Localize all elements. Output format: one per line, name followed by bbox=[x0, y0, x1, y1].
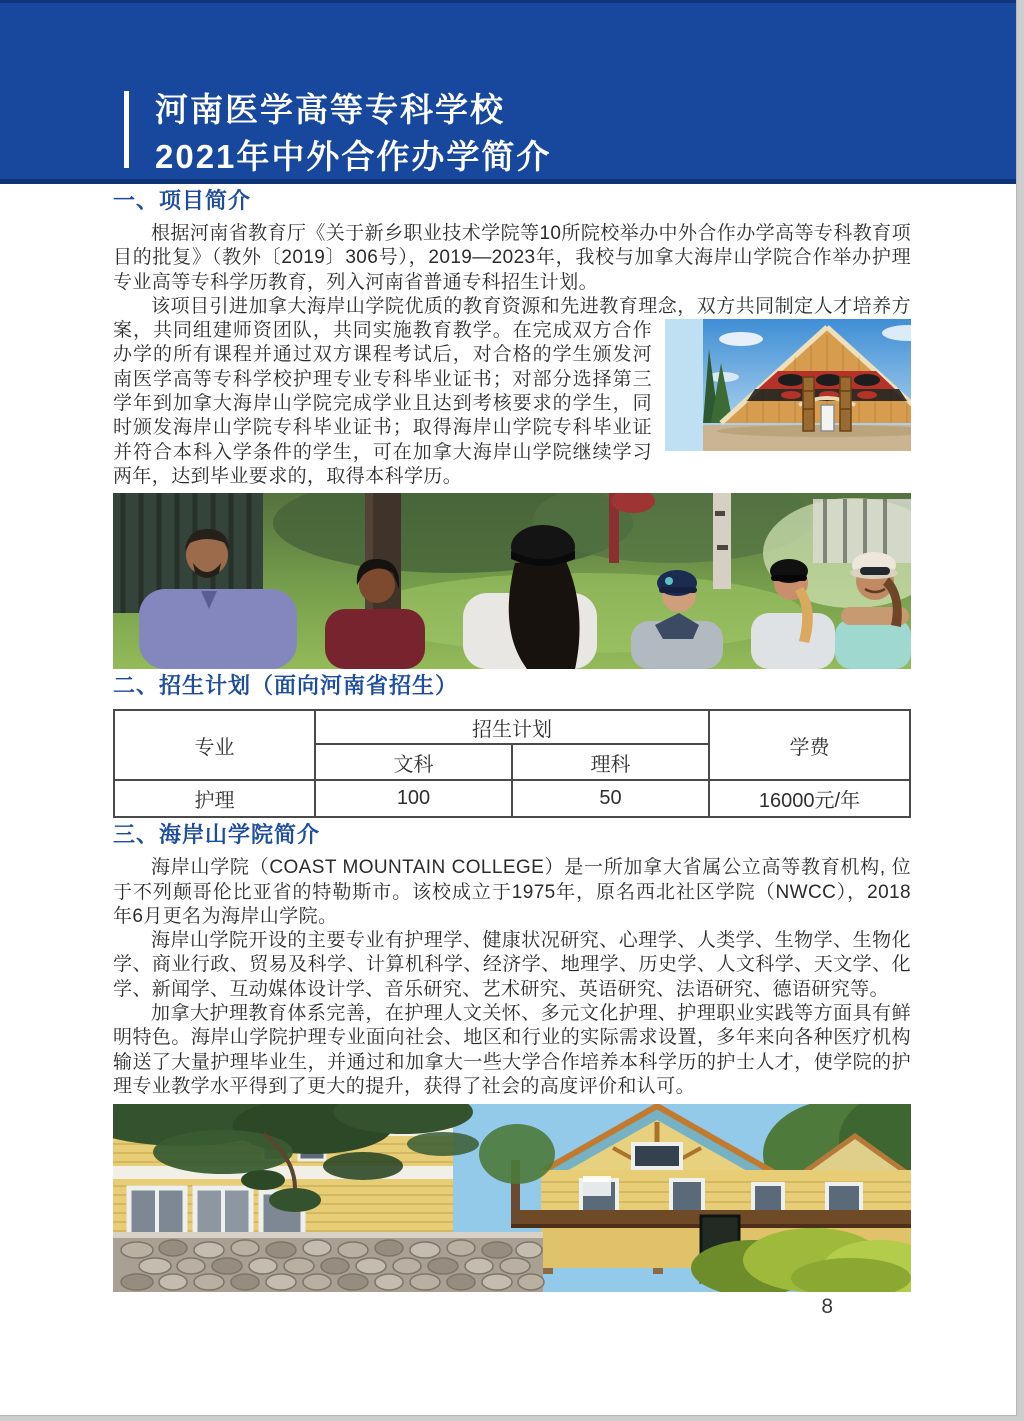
students-photo-illustration bbox=[113, 493, 911, 669]
table-header-fee: 学费 bbox=[709, 710, 910, 780]
longhouse-photo-illustration bbox=[703, 319, 911, 451]
table-cell-science: 50 bbox=[512, 780, 709, 817]
section1-heading: 一、项目简介 bbox=[113, 188, 252, 213]
title-banner bbox=[0, 0, 1016, 184]
page-content bbox=[0, 184, 1016, 1319]
section2-heading: 二、招生计划（面向河南省招生） bbox=[113, 673, 459, 699]
page-title-line1: 河南医学高等专科学校 bbox=[155, 91, 505, 128]
table-cell-fee: 16000元/年 bbox=[709, 780, 910, 817]
banner-top-edge bbox=[0, 0, 1016, 3]
section3-paragraph3: 加拿大护理教育体系完善，在护理人文关怀、多元文化护理、护理职业实践等方面具有鲜明特色。海岸山学院护理专业面向社会、地区和行业的实际需求设置，多年来向各种医疗机构输送了大量护理毕业生，并通过和加拿大一些大学合作培养本科学历的护士人才，使学院的护理专业教学水平得到了更大的提升，获得了社会的高度评价和认可。 bbox=[113, 1003, 911, 1097]
title-accent-bar bbox=[124, 91, 129, 168]
table-cell-major: 护理 bbox=[114, 780, 315, 817]
table-header-liberal-arts: 文科 bbox=[315, 744, 512, 780]
section1-paragraph2-lead: 该项目引进加拿大海岸山学院优质的教育资源和先进教育理念，双方共同制定人才培养方 bbox=[151, 295, 911, 317]
page-number: 8 bbox=[821, 1295, 833, 1319]
students-photo bbox=[113, 493, 911, 669]
page-title bbox=[155, 86, 551, 180]
section3-paragraph1: 海岸山学院（COAST MOUNTAIN COLLEGE）是一所加拿大省属公立高等教育机构, 位于不列颠哥伦比亚省的特勒斯市。该校成立于1975年，原名西北社区学院（NWCC），2018年6月更名为海岸山学院。 bbox=[113, 857, 911, 927]
page-title-line2: 2021年中外合作办学简介 bbox=[155, 138, 552, 175]
longhouse-photo bbox=[665, 319, 911, 451]
table-row bbox=[114, 780, 910, 817]
enrollment-plan-table bbox=[113, 709, 911, 818]
banner-bottom-edge bbox=[0, 179, 1016, 184]
campus-photo bbox=[113, 1104, 911, 1292]
section1-paragraph2-rest: 案，共同组建师资团队，共同实施教育教学。在完成双方合作办学的所有课程并通过双方课程考试后，对合格的学生颁发河南医学高等专科学校护理专业专科毕业证书；对部分选择第三学年到加拿大海岸山学院完成学业且达到考核要求的学生，同时颁发海岸山学院专科毕业证书；取得海岸山学院专科毕业证并符合本科入学条件的学生，可在加拿大海岸山学院继续学习两年，达到毕业要求的，取得本科学历。 bbox=[113, 320, 652, 487]
table-header-plan: 招生计划 bbox=[315, 710, 709, 744]
section1-paragraph2 bbox=[113, 295, 911, 489]
section3-paragraph2: 海岸山学院开设的主要专业有护理学、健康状况研究、心理学、人类学、生物学、生物化学、商业行政、贸易及科学、计算机科学、经济学、地理学、历史学、人文科学、天文学、化学、新闻学、互动媒体设计学、音乐研究、艺术研究、英语研究、法语研究、德语研究等。 bbox=[113, 930, 911, 1000]
table-header-major: 专业 bbox=[114, 710, 315, 780]
campus-photo-illustration bbox=[113, 1104, 911, 1292]
table-cell-liberal-arts: 100 bbox=[315, 780, 512, 817]
section3-heading: 三、海岸山学院简介 bbox=[113, 822, 321, 848]
table-header-science: 理科 bbox=[512, 744, 709, 780]
section1-paragraph1: 根据河南省教育厅《关于新乡职业技术学院等10所院校举办中外合作办学高等专科教育项目的批复》（教外〔2019〕306号），2019—2023年，我校与加拿大海岸山学院合作举办护理专业高等专科学历教育，列入河南省普通专科招生计划。 bbox=[113, 223, 911, 293]
